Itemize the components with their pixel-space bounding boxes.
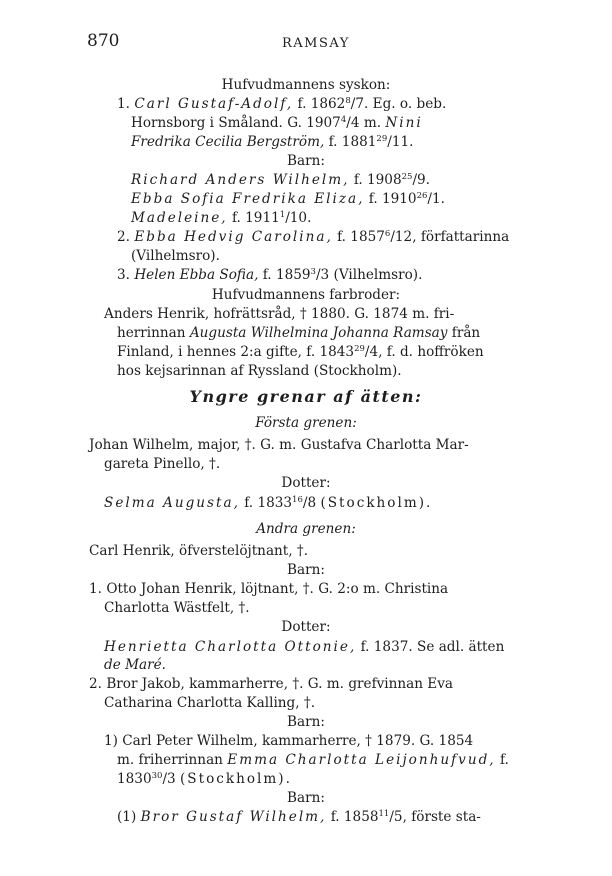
date-sup: 30: [151, 771, 163, 781]
great-grandchild-entry: [117, 808, 481, 826]
sibling-entry-3: [117, 266, 422, 284]
heading-syskon: Hufvudmannens syskon:: [221, 77, 391, 93]
person-name: Ebba Sofia Fredrika Eliza,: [131, 191, 365, 207]
text: f. 1858: [330, 809, 379, 825]
running-title: RAMSAY: [282, 36, 350, 51]
entry-number: 3.: [117, 267, 130, 283]
text: f. d. hoffröken: [386, 344, 484, 360]
date-den: /4: [346, 115, 360, 131]
heading-dotter: Dotter:: [281, 475, 331, 491]
text: (Vilhelmsro).: [333, 267, 423, 283]
sibling-entry-1-line-2: [131, 114, 423, 132]
heading-farbroder: Hufvudmannens farbroder:: [211, 287, 401, 303]
date-den: /4,: [364, 344, 383, 360]
person-name: Augusta Wilhelmina Johanna Ramsay: [189, 325, 448, 341]
date-den: /8: [302, 495, 317, 511]
text: f. 1910: [368, 191, 417, 207]
person-name: Emma Charlotta Leijonhufvud,: [227, 752, 496, 768]
date-den: /3: [315, 267, 330, 283]
heading-barn: Barn:: [287, 790, 325, 806]
text: f. 1908: [353, 172, 402, 188]
entry-number: 1.: [89, 581, 102, 597]
text: Finland, i hennes 2:a gifte, f. 1843: [117, 344, 355, 360]
place: (Stockholm).: [320, 495, 433, 511]
date-den: /10.: [285, 210, 312, 226]
date-sup: 4: [340, 115, 347, 125]
person-name: Helen Ebba Sofia,: [134, 267, 259, 283]
heading-dotter: Dotter:: [281, 619, 331, 635]
date-den: /5,: [389, 809, 407, 825]
farbroder-line: [117, 343, 484, 361]
person-name: Richard Anders Wilhelm,: [131, 172, 350, 188]
farbroder-line: hos kejsarinnan af Ryssland (Stockholm).: [117, 363, 402, 379]
text: Bror Jakob, kammarherre, †. G. m. grefvinnan Eva: [106, 676, 454, 692]
date: 1862: [310, 96, 346, 112]
sibling-entry-1: [117, 95, 446, 113]
entry-number: 2.: [117, 229, 130, 245]
daughter-entry: [104, 638, 504, 656]
date-den: /12,: [390, 229, 417, 245]
date-sup: 8: [345, 96, 351, 106]
subsection-heading: Andra grenen:: [256, 521, 356, 537]
grandchild-entry-line-2: [117, 751, 509, 769]
text: 1830: [117, 771, 152, 787]
text: f.: [499, 752, 509, 768]
text: f. 1881: [328, 134, 377, 150]
text: m.: [363, 115, 382, 131]
text: f. 1859: [262, 267, 311, 283]
date-sup: 3: [310, 267, 316, 277]
sibling-entry-1-line-3: [131, 133, 413, 151]
child-entry-line-2: Catharina Charlotta Kalling, †.: [104, 695, 316, 711]
date-den: /11.: [387, 134, 414, 150]
date-den: /7.: [350, 96, 369, 112]
date-sup: 1: [279, 210, 286, 220]
person-name: Bror Gustaf Wilhelm,: [140, 809, 327, 825]
page-number: 870: [87, 31, 120, 51]
place: (Stockholm).: [180, 771, 292, 787]
grandchild-entry: 1) Carl Peter Wilhelm, kammarherre, † 1879. G. 1854: [104, 733, 474, 749]
text: f. 1837. Se adl. ätten: [360, 639, 505, 655]
heading-barn: Barn:: [287, 714, 325, 730]
person-name: Ebba Hedvig Carolina,: [134, 229, 333, 245]
date-den: /3: [162, 771, 176, 787]
entry-number: (1): [117, 809, 137, 825]
child-entry: [131, 209, 311, 227]
branch-line: Johan Wilhelm, major, †. G. m. Gustafva Charlotta Mar-: [89, 437, 469, 453]
date-den: /1.: [427, 191, 445, 207]
text: Eg. o. beb.: [372, 96, 447, 112]
grandchild-entry-line-3: [117, 770, 292, 788]
daughter-entry: [104, 494, 432, 512]
farbroder-line: Anders Henrik, hofrättsråd, † 1880. G. 1874 m. fri-: [104, 306, 455, 322]
text: m. friherrinnan: [117, 752, 223, 768]
child-entry: [131, 171, 430, 189]
sibling-entry-2-line-2: (Vilhelmsro).: [131, 248, 220, 264]
text: förste sta-: [411, 809, 481, 825]
text: f.: [297, 96, 307, 112]
sibling-entry-2: [117, 228, 509, 246]
person-name: Henrietta Charlotta Ottonie,: [104, 639, 357, 655]
text: f. 1833: [244, 495, 293, 511]
text: Hornsborg i Småland. G. 1907: [131, 115, 341, 131]
daughter-entry-line-2: de Maré.: [104, 657, 166, 673]
farbroder-line: [117, 324, 480, 342]
date-sup: 29: [354, 344, 365, 354]
subsection-heading: Första grenen:: [255, 415, 357, 431]
person-name: Nini: [385, 115, 423, 131]
text: herrinnan: [117, 325, 186, 341]
date-den: /9.: [412, 172, 430, 188]
date-sup: 29: [376, 134, 388, 144]
date-sup: 26: [416, 191, 428, 201]
child-entry: [89, 675, 453, 693]
person-name: Carl Gustaf-Adolf,: [134, 96, 294, 112]
text: från: [451, 325, 481, 341]
heading-barn: Barn:: [287, 153, 325, 169]
branch-line: Carl Henrik, öfverstelöjtnant, †.: [89, 543, 309, 559]
text: författarinna: [420, 229, 510, 245]
date-sup: 25: [401, 172, 413, 182]
text: f. 1857: [337, 229, 385, 245]
child-entry-line-2: Charlotta Wästfelt, †.: [104, 600, 250, 616]
entry-number: 2.: [89, 676, 102, 692]
date-sup: 16: [292, 495, 303, 505]
text: f. 1911: [231, 210, 280, 226]
date-sup: 11: [378, 809, 390, 819]
entry-number: 1.: [117, 96, 130, 112]
person-name: Madeleine,: [131, 210, 228, 226]
person-name: Fredrika Cecilia Bergström,: [131, 134, 325, 150]
branch-line: gareta Pinello, †.: [104, 456, 221, 472]
person-name: Selma Augusta,: [104, 495, 240, 511]
date-sup: 6: [384, 229, 391, 239]
child-entry: [131, 190, 445, 208]
heading-barn: Barn:: [287, 562, 325, 578]
child-entry: [89, 580, 448, 598]
section-heading: Yngre grenar af ätten:: [189, 387, 423, 406]
text: Otto Johan Henrik, löjtnant, †. G. 2:o m. Christina: [106, 581, 449, 597]
